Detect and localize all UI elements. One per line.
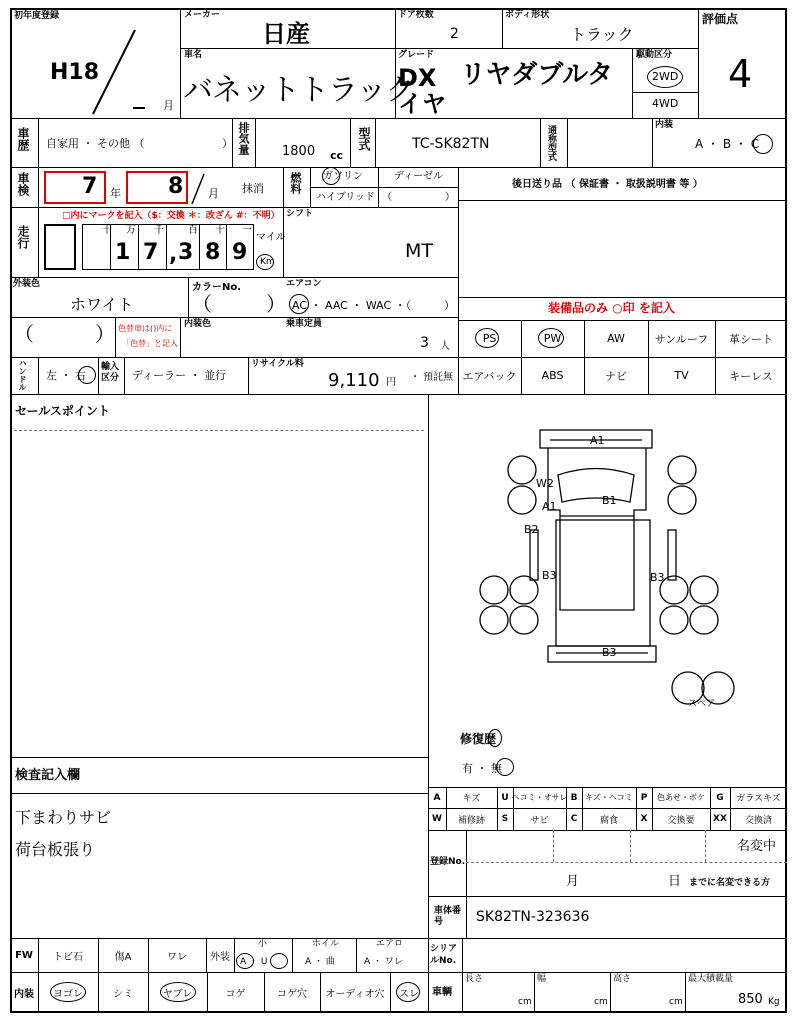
legend-u: U bbox=[501, 792, 509, 803]
grade-value-a: DX bbox=[398, 64, 437, 92]
equip-pw-circle bbox=[538, 328, 564, 348]
bottom-wheel: ホイル bbox=[312, 939, 340, 949]
bottom-fw: FW bbox=[15, 949, 33, 961]
length-label: 長さ bbox=[465, 974, 484, 984]
inspection-note-1: 下まわりサビ bbox=[15, 808, 112, 827]
exterior-color-value: ホワイト bbox=[70, 295, 134, 314]
later-items-label: 後日送り品 （ 保証書 ・ 取扱説明書 等 ） bbox=[512, 179, 703, 190]
body-value: トラック bbox=[570, 25, 634, 44]
legend-s: S bbox=[501, 814, 509, 824]
inspection-month: 8 bbox=[168, 174, 184, 199]
capacity-value: 3 bbox=[420, 335, 429, 351]
drive-2wd: 2WD bbox=[652, 70, 679, 83]
legend-x: X bbox=[640, 814, 648, 824]
model-label: 型式 bbox=[357, 127, 371, 151]
legend-c: C bbox=[570, 814, 578, 824]
name-label: 車名 bbox=[184, 50, 203, 60]
color-no-close: ） bbox=[266, 292, 286, 316]
repair-history-value: 有 ・ 無 bbox=[462, 762, 502, 775]
body-label: ボディ形状 bbox=[505, 10, 550, 20]
height-label: 高さ bbox=[613, 974, 632, 984]
mileage-unit-5: 一 bbox=[242, 225, 252, 236]
bottom-wheel-opts: A ・ 曲 bbox=[305, 957, 335, 967]
inspection-notes-label: 検査記入欄 bbox=[15, 768, 81, 783]
diag-label-a1: A1 bbox=[542, 500, 557, 513]
legend-a-desc: キズ bbox=[462, 794, 481, 804]
registration-change: 名変中 bbox=[737, 839, 777, 854]
registration-month: 月 bbox=[566, 874, 580, 889]
mileage-d4: 8 bbox=[205, 240, 221, 265]
legend-b-desc: キズ・ヘコミ bbox=[585, 793, 633, 802]
color-no-label: カラーNo. bbox=[192, 282, 242, 293]
inspection-month-suffix: 月 bbox=[208, 187, 219, 200]
bottom-small: 小 bbox=[258, 939, 268, 949]
displacement-value: 1800 bbox=[282, 144, 316, 159]
registration-day: 日 bbox=[668, 874, 682, 889]
interior-grade-c-circle bbox=[753, 134, 773, 154]
bottom2-tear: ヤブレ bbox=[162, 989, 193, 1000]
equip-airbag: エアバック bbox=[462, 369, 517, 383]
doors-label: ドア枚数 bbox=[398, 10, 434, 20]
mileage-unit-1: 万 bbox=[126, 225, 136, 236]
bottom-tobiishi: トビ石 bbox=[53, 951, 83, 963]
bottom2-stain: シミ bbox=[113, 989, 133, 1000]
load-value: 850 bbox=[738, 992, 763, 1007]
bottom-small-opts: A ・ U bbox=[240, 957, 268, 967]
drive-2wd-circle bbox=[647, 66, 683, 88]
color-note-2: 「色替」と記入 bbox=[122, 339, 178, 348]
legend-c-desc: 腐食 bbox=[599, 815, 618, 826]
diag-label-b3-rear: B3 bbox=[602, 646, 617, 659]
model-value: TC-SK82TN bbox=[412, 136, 490, 152]
shift-value: MT bbox=[405, 240, 433, 262]
fuel-gas: ガソリン bbox=[323, 171, 363, 182]
repair-none-circle bbox=[496, 758, 514, 776]
legend-p: P bbox=[640, 792, 648, 803]
diag-label-b3-left: B3 bbox=[542, 569, 557, 582]
first-reg-year: H18 bbox=[50, 60, 100, 85]
mileage-unit-0: 十 bbox=[102, 225, 112, 236]
ac-close: ） bbox=[444, 299, 455, 312]
interior-grade-label: 内装 bbox=[655, 120, 674, 130]
diag-label-b1: B1 bbox=[602, 494, 617, 507]
mileage-unit-2: 千 bbox=[154, 225, 164, 236]
import-value: ディーラー ・ 並行 bbox=[132, 369, 227, 382]
maker-label: メーカー bbox=[184, 10, 220, 20]
capacity-unit: 人 bbox=[440, 341, 450, 352]
bottom-small-a-circle bbox=[236, 953, 254, 969]
history-label: 車歴 bbox=[16, 127, 30, 151]
exterior-color-label: 外装色 bbox=[13, 279, 41, 289]
equip-ps: PS bbox=[482, 332, 497, 345]
legend-u-desc: ヘコミ・オサレ bbox=[511, 793, 568, 802]
capacity-label: 乗車定員 bbox=[286, 319, 323, 329]
interior-color-close: ） bbox=[95, 322, 115, 346]
score-value: 4 bbox=[728, 52, 753, 96]
equip-pw: PW bbox=[543, 332, 562, 345]
bottom-small-u-circle bbox=[270, 953, 288, 969]
mileage-d5: 9 bbox=[232, 240, 248, 265]
load-label: 最大積載量 bbox=[688, 974, 734, 984]
mileage-d2: 7 bbox=[143, 240, 159, 265]
recycle-value: 9,110 bbox=[328, 370, 380, 391]
grade-label: グレード bbox=[398, 50, 435, 60]
inspection-note-2: 荷台板張り bbox=[15, 840, 96, 859]
mileage-label: 走行 bbox=[16, 225, 30, 249]
bottom-aero-opts: A ・ ワレ bbox=[364, 957, 403, 967]
km-label: Km bbox=[260, 257, 275, 267]
legend-g-desc: ガラスキズ bbox=[736, 794, 781, 804]
length-cm: cm bbox=[518, 997, 532, 1007]
first-reg-month-suffix: 月 bbox=[163, 99, 174, 112]
bottom-crack: ワレ bbox=[167, 951, 187, 963]
repair-history-circle bbox=[488, 729, 502, 747]
recycle-deposit: ・ 預託無 bbox=[410, 372, 454, 383]
equipment-note: 装備品のみ ○印 を記入 bbox=[548, 301, 675, 315]
legend-g: G bbox=[716, 792, 724, 803]
legend-xx-desc: 交換済 bbox=[744, 815, 772, 826]
sales-point-label: セールスポイント bbox=[15, 404, 110, 418]
mileage-digit-0 bbox=[44, 224, 76, 270]
registration-deadline: までに名変できる方 bbox=[689, 878, 771, 888]
mileage-d3: 3 bbox=[178, 240, 194, 265]
legend-p-desc: 色あせ・ボケ bbox=[657, 793, 705, 802]
inspection-cancel: 抹消 bbox=[242, 182, 264, 195]
bottom2-audio-hole: オーディオ穴 bbox=[325, 989, 385, 1000]
displacement-cc: cc bbox=[330, 149, 344, 162]
width-cm: cm bbox=[594, 997, 608, 1007]
fuel-gas-circle bbox=[322, 167, 340, 185]
diag-label-b3-right: B3 bbox=[650, 571, 665, 584]
score-label: 評価点 bbox=[702, 12, 739, 26]
bottom-aero: エアロ bbox=[376, 939, 404, 949]
equip-keyless: キーレス bbox=[729, 369, 773, 383]
mile-label: マイル bbox=[256, 232, 286, 243]
bottom2-interior: 内装 bbox=[14, 989, 34, 1000]
bottom2-wear: スレ bbox=[399, 989, 419, 1000]
handle-value: 左 ・ 右 bbox=[46, 369, 86, 382]
ac-options: AC ・ AAC ・ WAC ・（ bbox=[292, 299, 412, 312]
fuel-other-close: ） bbox=[445, 192, 455, 203]
registration-label: 登録No. bbox=[430, 857, 466, 867]
grade-value-b: リヤダブルタ bbox=[460, 60, 614, 90]
equip-abs: ABS bbox=[541, 369, 564, 382]
mileage-note: □内にマークを記入（$：交換 ＊：改ざん #：不明） bbox=[62, 211, 280, 221]
legend-xx: XX bbox=[713, 814, 727, 824]
diag-label-b2: B2 bbox=[524, 523, 539, 536]
km-circle bbox=[256, 254, 274, 270]
bottom2-dirt: ヨゴレ bbox=[53, 989, 83, 1000]
equip-aw: AW bbox=[607, 332, 625, 345]
vin-value: SK82TN-323636 bbox=[476, 909, 590, 925]
import-label: 輸入区分 bbox=[101, 362, 120, 383]
dims-label: 車輌 bbox=[432, 987, 452, 998]
diag-label-a1-top: A1 bbox=[590, 434, 605, 447]
legend-b: B bbox=[570, 792, 578, 803]
ac-label: エアコン bbox=[286, 279, 322, 289]
handle-right-circle bbox=[78, 366, 96, 384]
equip-tv: TV bbox=[674, 369, 689, 382]
name-value: バネットトラック bbox=[183, 73, 415, 108]
serial-label: シリアルNo. bbox=[430, 944, 458, 966]
load-kg: Kg bbox=[768, 997, 780, 1007]
recycle-yen: 円 bbox=[386, 377, 396, 388]
inspection-year: 7 bbox=[82, 174, 98, 199]
grade-value-c: イヤ bbox=[398, 90, 446, 118]
fuel-other: （ bbox=[382, 192, 392, 203]
bottom2-burn: コゲ bbox=[225, 989, 246, 1000]
bottom-exterior: 外装 bbox=[210, 951, 230, 963]
interior-color-open: （ bbox=[14, 322, 34, 346]
drive-label: 駆動区分 bbox=[636, 50, 673, 60]
mileage-d1: 1 bbox=[115, 240, 131, 265]
displacement-label: 排気量 bbox=[237, 122, 250, 155]
interior-color-label: 内装色 bbox=[184, 319, 212, 329]
bottom2-wear-circle bbox=[396, 982, 420, 1002]
inspection-year-suffix: 年 bbox=[110, 187, 121, 200]
diag-label-w2: W2 bbox=[536, 477, 554, 490]
maker-value: 日産 bbox=[262, 20, 310, 48]
drive-4wd: 4WD bbox=[652, 97, 679, 110]
equip-sunroof: サンルーフ bbox=[654, 332, 709, 346]
interior-grade-value: A ・ B ・ C bbox=[695, 137, 760, 151]
bottom2-dirt-circle bbox=[50, 982, 86, 1002]
bottom-scratch-a: 傷A bbox=[114, 951, 132, 963]
color-note-1: 色替車は()内に bbox=[118, 324, 173, 333]
legend-s-desc: サビ bbox=[530, 815, 549, 826]
shift-label: シフト bbox=[286, 209, 314, 219]
height-cm: cm bbox=[669, 997, 683, 1007]
mileage-comma: , bbox=[169, 242, 178, 267]
fuel-hybrid: ハイブリッド bbox=[316, 192, 375, 203]
width-label: 幅 bbox=[537, 974, 547, 984]
inspection-label: 車検 bbox=[16, 172, 30, 196]
vehicle-diagram bbox=[470, 420, 740, 720]
bottom2-burn-hole: コゲ穴 bbox=[277, 989, 307, 1000]
common-model-label: 通称型式 bbox=[546, 125, 556, 161]
spare-label: スペア bbox=[688, 699, 716, 709]
equip-navi: ナビ bbox=[605, 369, 627, 383]
equip-leather: 革シート bbox=[729, 332, 773, 346]
first-reg-label: 初年度登録 bbox=[14, 11, 60, 21]
ac-circle bbox=[289, 294, 309, 314]
mileage-unit-3: 百 bbox=[188, 225, 198, 236]
equip-ps-circle bbox=[475, 328, 499, 348]
color-no-open: （ bbox=[192, 292, 212, 316]
legend-a: A bbox=[433, 792, 441, 803]
doors-value: 2 bbox=[450, 26, 459, 42]
handle-label: ハンドル bbox=[18, 359, 27, 391]
legend-w-desc: 補修跡 bbox=[457, 815, 485, 826]
history-close: ） bbox=[222, 137, 233, 150]
repair-history-label: 修復歴 bbox=[460, 732, 497, 746]
history-value: 自家用 ・ その他 （ bbox=[46, 137, 145, 150]
fuel-label: 燃料 bbox=[289, 172, 302, 194]
recycle-label: リサイクル料 bbox=[251, 359, 304, 369]
legend-w: W bbox=[432, 814, 442, 824]
fuel-diesel: ディーゼル bbox=[394, 171, 443, 182]
vin-label: 車体番号 bbox=[434, 906, 462, 927]
bottom2-tear-circle bbox=[160, 982, 196, 1002]
legend-x-desc: 交換要 bbox=[667, 815, 695, 826]
mileage-unit-4: 十 bbox=[215, 225, 225, 236]
year-slash bbox=[85, 28, 145, 118]
